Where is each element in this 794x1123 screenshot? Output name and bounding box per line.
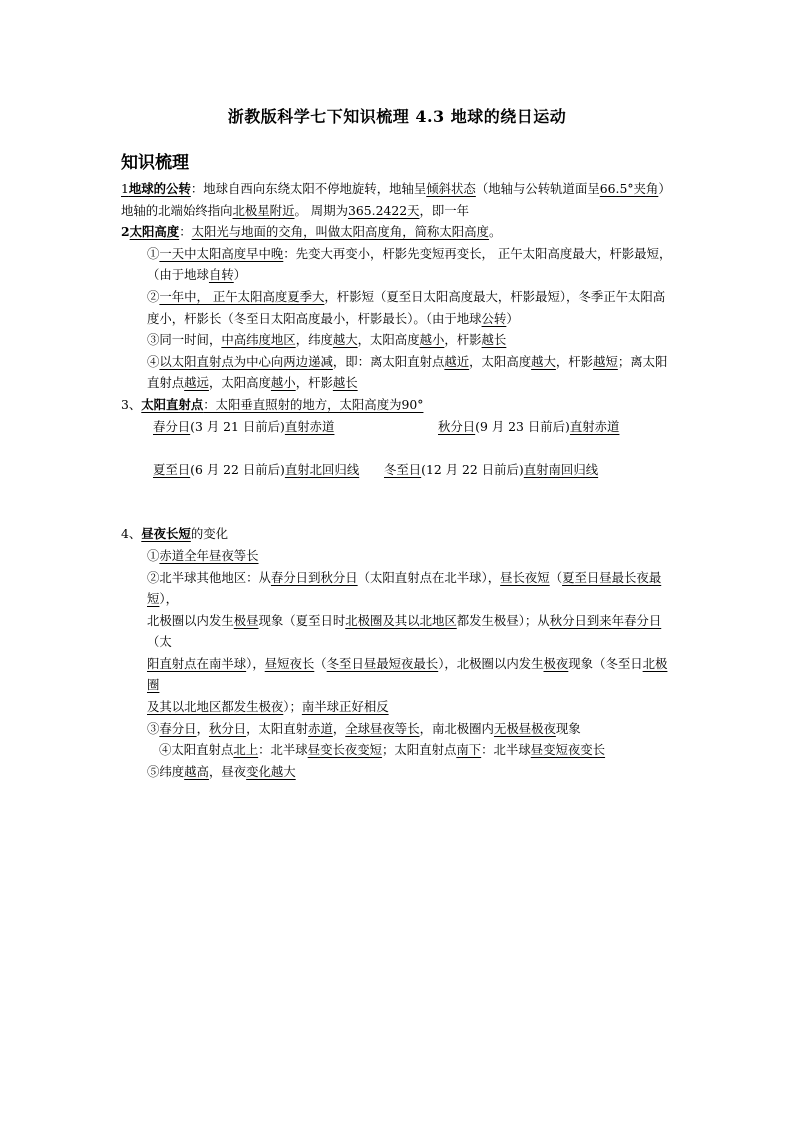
section-heading: 知识梳理 <box>121 153 189 173</box>
period-value: 365.2422天 <box>347 202 420 218</box>
sun-height-point-2: ②一年中， 正午太阳高度夏季大，杆影短（夏至日太阳高度最大，杆影最短），冬季正午太阳高度小，杆影长（冬至日太阳高度最小，杆影最长）。（由于地球公转） <box>147 288 666 326</box>
day-night-point-2-cont: 及其以北地区都发生极夜）；南半球正好相反 <box>147 699 389 715</box>
document-title: 浙教版科学七下知识梳理 4.3 地球的绕日运动 <box>227 107 567 126</box>
spacer <box>121 437 677 459</box>
notes-body <box>121 178 677 782</box>
day-night-point-2-cont: 北极圈以内发生极昼现象（夏至日时北极圈及其以北地区都发生极昼）；从秋分日到来年春分日（太 <box>147 612 662 650</box>
day-night-point-2-cont: 阳直射点在南半球），昼短夜长（冬至日昼最短夜最长），北极圈以内发生极夜现象（冬至日北极圈 <box>147 655 668 693</box>
day-night-heading: 4、昼夜长短的变化 <box>121 526 229 542</box>
day-night-point-3: ③春分日，秋分日，太阳直射赤道，全球昼夜等长，南北极圈内无极昼极夜现象 <box>147 720 581 736</box>
sun-height-point-1: ①一天中太阳高度早中晚：先变大再变小，杆影先变短再变长， 正午太阳高度最大，杆影最短，（由于地球自转） <box>147 245 672 283</box>
equinox-row <box>121 416 677 438</box>
direct-point-definition: 3、太阳直射点：太阳垂直照射的地方，太阳高度为90° <box>121 396 424 412</box>
sun-height-point-4: ④以太阳直射点为中心向两边递减，即：离太阳直射点越近，太阳高度越大，杆影越短；离太阳直射点越远，太阳高度越小，杆影越长 <box>147 353 668 391</box>
day-night-point-5: ⑤纬度越高，昼夜变化越大 <box>147 763 296 779</box>
term-day-night: 昼夜长短 <box>141 526 191 542</box>
term-direct-point: 太阳直射点 <box>141 396 204 412</box>
spacer <box>121 480 677 523</box>
sun-height-definition: 2太阳高度：太阳光与地面的交角，叫做太阳高度角，简称太阳高度。 <box>121 224 502 240</box>
term-sun-height: 太阳高度 <box>129 224 180 240</box>
autumn-equinox: 秋分日(9 月 23 日前后)直射赤道 <box>438 418 620 434</box>
day-night-point-2: ②北半球其他地区：从春分日到秋分日（太阳直射点在北半球），昼长夜短（夏至日昼最长夜最短）， <box>147 569 662 607</box>
item-number: 1 <box>121 181 129 196</box>
spring-equinox: 春分日(3 月 21 日前后)直射赤道 <box>153 418 335 434</box>
solstice-row: 夏至日(6 月 22 日前后)直射北回归线 冬至日(12 月 22 日前后)直射南回归线 <box>153 461 599 477</box>
day-night-point-4: ④太阳直射点北上：北半球昼变长夜变短；太阳直射点南下：北半球昼变短夜变长 <box>159 742 606 758</box>
term-revolution: 地球的公转 <box>128 181 191 196</box>
day-night-point-1: ①赤道全年昼夜等长 <box>147 547 259 563</box>
revolution-paragraph: 1地球的公转：地球自西向东绕太阳不停地旋转，地轴呈倾斜状态（地轴与公转轨道面呈66.5°夹角）地轴的北端始终指向北极星附近。 周期为365.2422天，即一年 <box>121 181 671 218</box>
sun-height-point-3: ③同一时间，中高纬度地区，纬度越大，太阳高度越小，杆影越长 <box>147 332 507 348</box>
